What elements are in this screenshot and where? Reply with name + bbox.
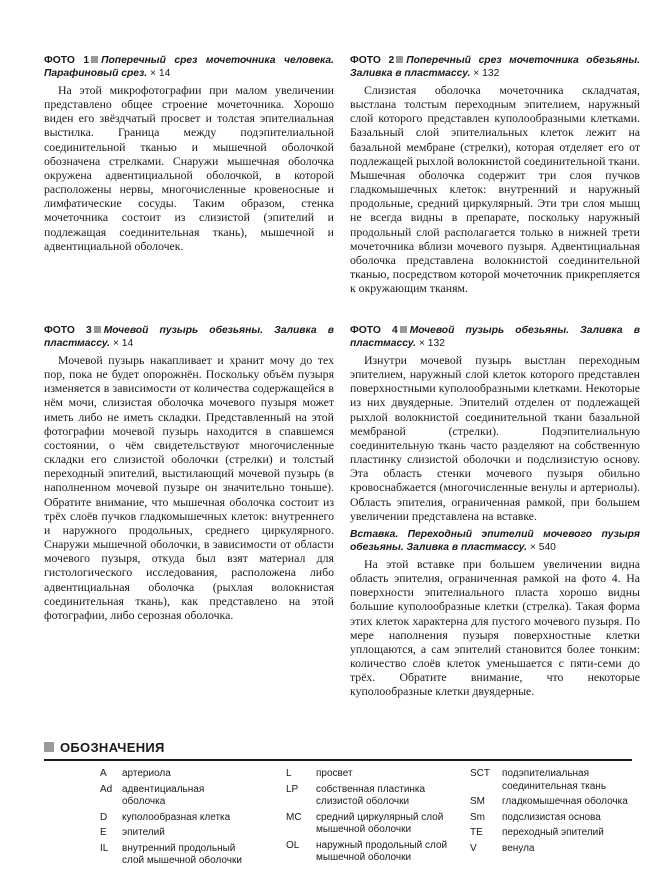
- photo-1-magnification: × 14: [149, 68, 171, 79]
- legend-definition: наружный продольный слой мышечной оболочки: [316, 839, 448, 863]
- photo-1-label: ФОТО 1: [44, 55, 90, 66]
- legend-item: [100, 827, 250, 840]
- legend-item: [470, 812, 632, 825]
- legend-abbreviation: E: [100, 827, 107, 838]
- legend-abbreviation: LP: [286, 783, 299, 795]
- square-bullet-icon: [91, 56, 98, 63]
- legend-definition: артериола: [122, 768, 171, 779]
- photo-3-label: ФОТО 3: [44, 325, 92, 336]
- square-bullet-icon: [44, 742, 54, 752]
- legend-item: [286, 784, 456, 809]
- photo-2-magnification: × 132: [473, 68, 500, 79]
- legend-abbreviation: V: [470, 842, 477, 854]
- photo-2-section: [350, 54, 640, 295]
- legend-abbreviation: D: [100, 811, 108, 823]
- legend-definition: куполообразная клетка: [122, 811, 231, 823]
- legend-abbreviation: Sm: [470, 811, 485, 823]
- inset-text: На этой вставке при большем увеличении видна область эпителия, ограниченная рамкой на фото 4. На поверхности эпителиального пласта хорошо видны большие куполообразные клетки (стрелка). Такая форма этих клеток характерна для пустого мочевого пузыря. По мере наполнения пузыря поверхностные клетки уплощаются, а сам эпителий становится более тонким: количество слоёв клеток уменьшается с пяти-семи до трёх. Обратите внимание, что некоторые куполообразные клетки двуядерные.: [350, 556, 640, 699]
- legend-column-3: [470, 768, 632, 858]
- photo-4-magnification: × 132: [418, 338, 445, 349]
- photo-3-description: Мочевой пузырь обезьяны. Заливка в пластмассу.: [44, 325, 334, 349]
- legend-definition: подслизистая основа: [502, 811, 601, 823]
- legend-item: [470, 796, 632, 809]
- photo-3-magnification: × 14: [112, 338, 134, 349]
- legend-definition: адвентициальная оболочка: [122, 783, 205, 807]
- legend-abbreviation: L: [286, 768, 292, 779]
- photo-4-text: Изнутри мочевой пузырь выстлан переходным эпителием, наружный слой клеток которого представлен поверхностными куполообразными клетками. Некоторые из них двуядерные. Эпителий отделен от подлежащей рыхлой волокнистой соединительной ткани базальной мембраной (стрелки). Подэпителиальную соединительную ткань часто разделяют на собственную пластинку слизистой оболочки и подслизистую основу. Эта область стенки мочевого пузыря обильно кровоснабжается (многочисленные венулы и артериолы). Область эпителия, ограниченная рамкой, при большем увеличении представлена на вставке.: [350, 353, 640, 523]
- inset-label: Вставка.: [350, 528, 399, 540]
- legend-definition: внутренний продольный слой мышечной оболочки: [122, 842, 242, 866]
- photo-1-text: На этой микрофотографии при малом увеличении представлено общее строение мочеточника. Хорошо виден его звёздчатый просвет и толстая эпителиальная выстилка. Граница между подэпителиальной соединительной тканью и мышечной оболочкой обозначена стрелками. Снаружи мышечная оболочка окружена адвентициальной оболочкой, в которой расположены нервы, многочисленные кровеносные и лимфатические сосуды. Таким образом, стенка мочеточника состоит из слизистой (эпителий и подлежащая соединительная ткань), мышечной и адвентициальной оболочек.: [44, 83, 334, 253]
- legend-item: [286, 840, 456, 865]
- photo-1-description: Поперечный срез мочеточника человека. Парафиновый срез.: [44, 55, 334, 79]
- photo-1-section: [44, 54, 334, 253]
- photo-4-description: Мочевой пузырь обезьяны. Заливка в пластмассу.: [350, 325, 640, 349]
- legend-abbreviation: TE: [470, 827, 483, 838]
- photo-2-caption: [350, 54, 640, 80]
- inset-caption: [350, 528, 640, 554]
- photo-2-text: Слизистая оболочка мочеточника складчатая, выстлана толстым переходным эпителием, наружный слой которого представлен куполообразными клетками. Базальный слой эпителиальных клеток лежит на базальной мембране (стрелки), которая отделяет его от подлежащей рыхлой волокнистой соединительной ткани. Мышечная оболочка содержит три слоя пучков гладкомышечных клеток: внутренний и наружный продольные, средний циркулярный. Эти три слоя мышц не всегда видны в препарате, поскольку наружный продольный слой располагается только в нижней трети мочеточника вблизи мочевого пузыря. Адвентициальная оболочка представлена волокнистой соединительной тканью, посредством которой мочеточник прикрепляется к окружающим тканям.: [350, 83, 640, 296]
- legend-definition: просвет: [316, 768, 353, 779]
- legend-abbreviation: Ad: [100, 783, 113, 795]
- legend-abbreviation: A: [100, 768, 107, 779]
- legend-definition: средний циркулярный слой мышечной оболочки: [316, 811, 444, 835]
- square-bullet-icon: [94, 326, 101, 333]
- photo-2-description: Поперечный срез мочеточника обезьяны. Заливка в пластмассу.: [350, 55, 640, 79]
- legend-abbreviation: MC: [286, 811, 302, 823]
- legend-definition: гладкомышечная оболочка: [502, 796, 628, 807]
- legend-abbreviation: SM: [470, 796, 485, 807]
- legend-abbreviation: SCT: [470, 768, 490, 779]
- photo-2-label: ФОТО 2: [350, 55, 395, 66]
- legend-item: [100, 812, 250, 825]
- photo-3-caption: [44, 324, 334, 350]
- legend-item: [286, 812, 456, 837]
- legend-section: [44, 738, 632, 866]
- photo-3-section: [44, 324, 334, 622]
- photo-1-caption: [44, 54, 334, 80]
- legend-definition: эпителий: [122, 827, 165, 838]
- legend-column-1: [100, 768, 250, 871]
- legend-definition: подэпителиальная соединительная ткань: [502, 768, 607, 792]
- legend-header: [44, 738, 632, 756]
- legend-definition: собственная пластинка слизистой оболочки: [316, 783, 426, 807]
- photo-3-text: Мочевой пузырь накапливает и хранит мочу до тех пор, пока не будет опорожнён. Поскольку объём пузыря изменяется в зависимости от количества содержащейся в нём мочи, слизистая оболочка мочевого пузыря может иметь либо не иметь складки. Представленный на этой фотографии мочевой пузырь находится в спавшемся состоянии, о чём свидетельствуют многочисленные складки его слизистой оболочки (стрелки) и толстый переходный эпителий, выстилающий мочевой пузырь (в наполненном мочевой пузыре он значительно тоньше). Обратите внимание, что мышечная оболочка состоит из трёх слоёв пучков гладкомышечных клеток: внутреннего и наружного продольных, среднего циркулярного. Снаружи мышечной оболочки, в зависимости от области мочевого пузыря, откуда был взят материал для гистологического исследования, расположена либо адвентициальная оболочка (рыхлая волокнистая соединительная ткань), как представлено на этой фотографии, либо серозная оболочка.: [44, 353, 334, 622]
- photo-4-caption: [350, 324, 640, 350]
- legend-divider: [44, 759, 632, 761]
- legend-item: [100, 768, 250, 781]
- inset-magnification: × 540: [529, 541, 556, 553]
- square-bullet-icon: [400, 326, 407, 333]
- legend-abbreviation: OL: [286, 839, 300, 851]
- legend-item: [100, 843, 250, 868]
- legend-item: [286, 768, 456, 781]
- legend-definition: венула: [502, 842, 535, 854]
- inset-description: Переходный эпителий мочевого пузыря обезьяны. Заливка в пластмассу.: [350, 528, 640, 553]
- legend-item: [470, 768, 632, 793]
- legend-item: [100, 784, 250, 809]
- photo-4-section: [350, 324, 640, 698]
- legend-column-2: [286, 768, 456, 868]
- legend-item: [470, 827, 632, 840]
- square-bullet-icon: [396, 56, 403, 63]
- legend-item: [470, 843, 632, 856]
- photo-4-label: ФОТО 4: [350, 325, 398, 336]
- legend-definition: переходный эпителий: [502, 827, 604, 838]
- legend-title: ОБОЗНАЧЕНИЯ: [60, 739, 165, 755]
- legend-abbreviation: IL: [100, 842, 109, 854]
